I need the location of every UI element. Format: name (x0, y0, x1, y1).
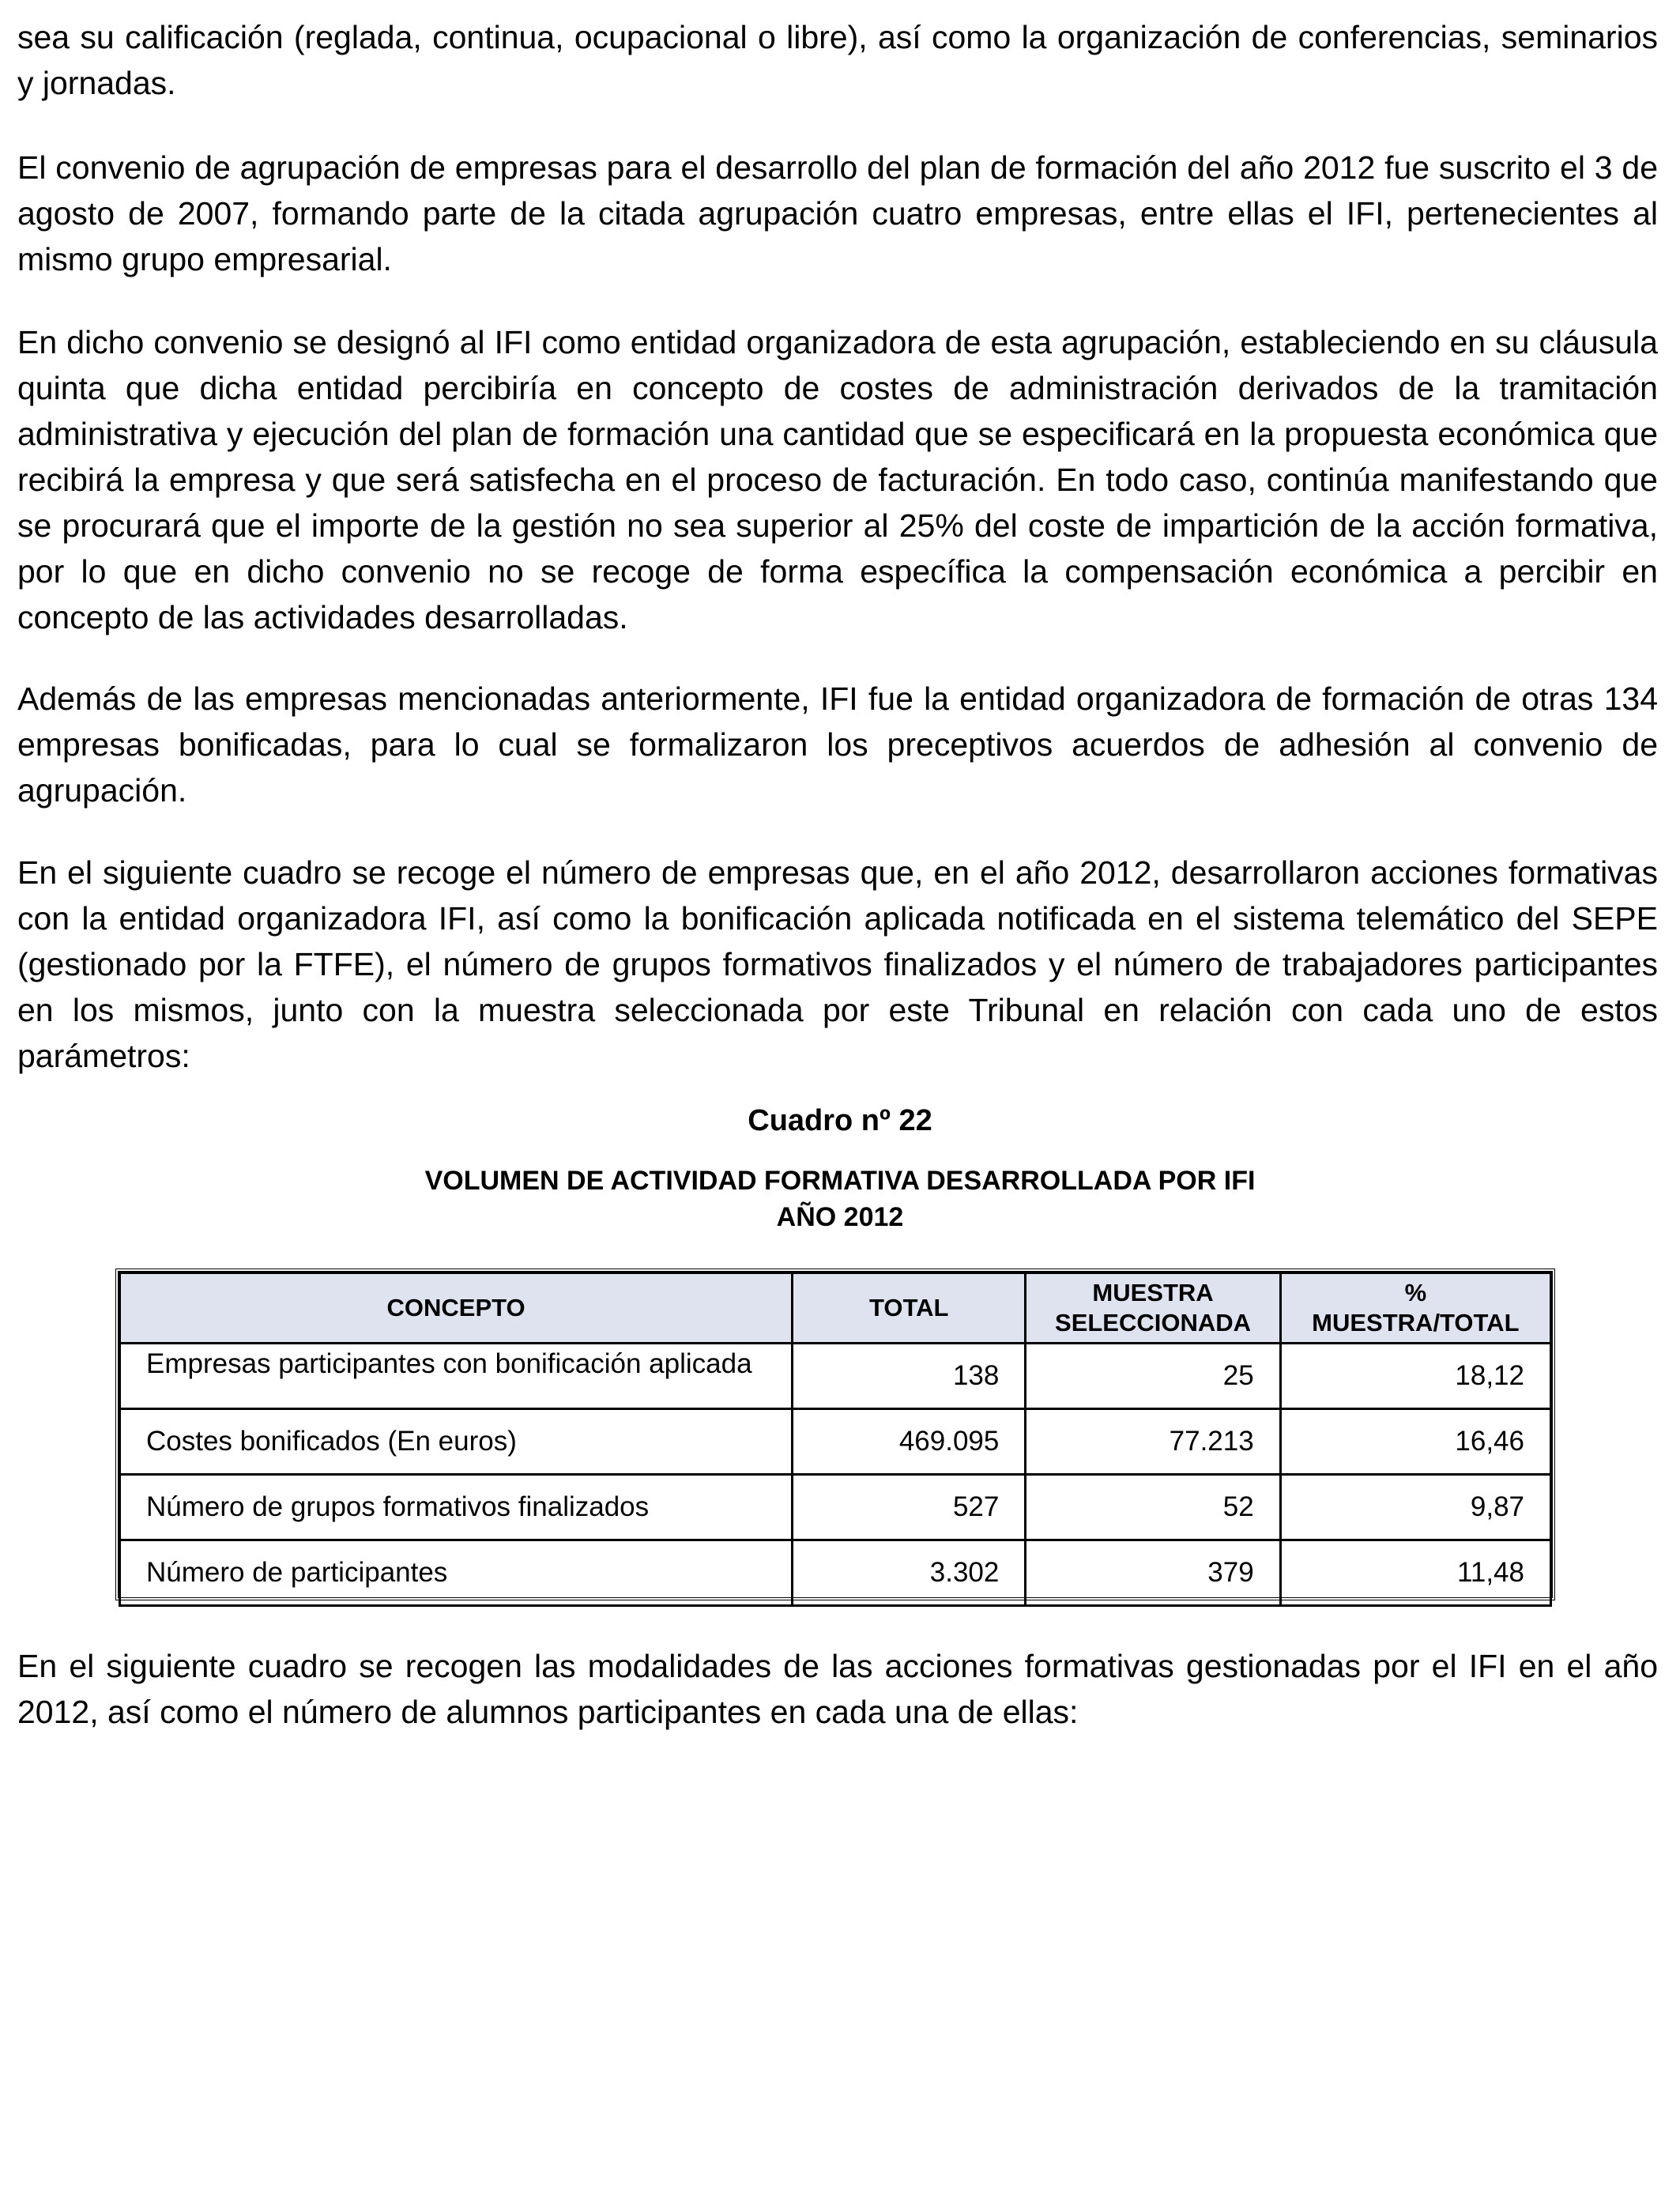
paragraph-3: En dicho convenio se designó al IFI como entidad organizadora de esta agrupación, estableciendo en su cláusula quinta que dicha entidad percibiría en concepto de costes de administración derivados de la tramitación administrativa y ejecución del plan de formación una cantidad que se especificará en la propuesta económica que recibirá la empresa y que será satisfecha en el proceso de facturación. En todo caso, continúa manifestando que se procurará que el importe de la gestión no sea superior al 25% del coste de impartición de la acción formativa, por lo que en dicho convenio no se recoge de forma específica la compensación económica a percibir en concepto de las actividades desarrolladas. (17, 324, 1658, 635)
paragraph-1: sea su calificación (reglada, continua, ocupacional o libre), así como la organización de conferencias, seminarios y jornadas. (17, 19, 1658, 101)
header-percent-line1: % (1404, 1279, 1427, 1306)
row-muestra: 77.213 (1026, 1409, 1280, 1475)
activity-table (119, 1272, 1552, 1607)
table-year: AÑO 2012 (776, 1202, 904, 1232)
paragraph-5: En el siguiente cuadro se recoge el número de empresas que, en el año 2012, desarrollaron acciones formativas con la entidad organizadora IFI, así como la bonificación aplicada notificada en el sistema telemático del SEPE (gestionado por la FTFE), el número de grupos formativos finalizados y el número de trabajadores participantes en los mismos, junto con la muestra seleccionada por este Tribunal en relación con cada uno de estos parámetros: (17, 854, 1658, 1074)
row-muestra: 52 (1026, 1475, 1280, 1540)
row-concepto: Número de grupos formativos finalizados (120, 1475, 793, 1540)
row-percent: 16,46 (1280, 1409, 1550, 1475)
row-percent: 11,48 (1280, 1540, 1550, 1606)
paragraph-6: En el siguiente cuadro se recogen las modalidades de las acciones formativas gestionadas por el IFI en el año 2012, así como el número de alumnos participantes en cada una de ellas: (17, 1648, 1658, 1730)
header-percent (1280, 1273, 1550, 1344)
header-muestra (1026, 1273, 1280, 1344)
paragraph-4: Además de las empresas mencionadas anteriormente, IFI fue la entidad organizadora de formación de otras 134 empresas bonificadas, para lo cual se formalizaron los preceptivos acuerdos de adhesión al convenio de agrupación. (17, 680, 1658, 809)
table-header-row (120, 1273, 1551, 1344)
table-row (120, 1344, 1551, 1409)
row-concepto: Costes bonificados (En euros) (120, 1409, 793, 1475)
paragraph-2: El convenio de agrupación de empresas para el desarrollo del plan de formación del año 2012 fue suscrito el 3 de agosto de 2007, formando parte de la citada agrupación cuatro empresas, entre ellas el IFI, pertenecientes al mismo grupo empresarial. (17, 149, 1658, 277)
row-muestra: 379 (1026, 1540, 1280, 1606)
header-total: TOTAL (793, 1273, 1026, 1344)
table-title: VOLUMEN DE ACTIVIDAD FORMATIVA DESARROLLADA POR IFI (424, 1166, 1256, 1196)
row-concepto: Número de participantes (120, 1540, 793, 1606)
table-row (120, 1475, 1551, 1540)
row-total: 3.302 (793, 1540, 1026, 1606)
row-concepto-text: Empresas participantes con bonificación aplicada (146, 1348, 752, 1379)
table-row (120, 1540, 1551, 1606)
row-percent: 9,87 (1280, 1475, 1550, 1540)
row-muestra: 25 (1026, 1344, 1280, 1409)
header-muestra-line2: SELECCIONADA (1055, 1309, 1252, 1336)
row-total: 469.095 (793, 1409, 1026, 1475)
header-muestra-line1: MUESTRA (1092, 1279, 1214, 1306)
table-number: Cuadro nº 22 (748, 1104, 932, 1137)
activity-table-frame (115, 1269, 1555, 1600)
row-total: 138 (793, 1344, 1026, 1409)
header-percent-line2: MUESTRA/TOTAL (1312, 1309, 1520, 1336)
header-concepto: CONCEPTO (120, 1273, 793, 1344)
table-row (120, 1409, 1551, 1475)
row-concepto (120, 1344, 793, 1409)
row-percent: 18,12 (1280, 1344, 1550, 1409)
row-total: 527 (793, 1475, 1026, 1540)
